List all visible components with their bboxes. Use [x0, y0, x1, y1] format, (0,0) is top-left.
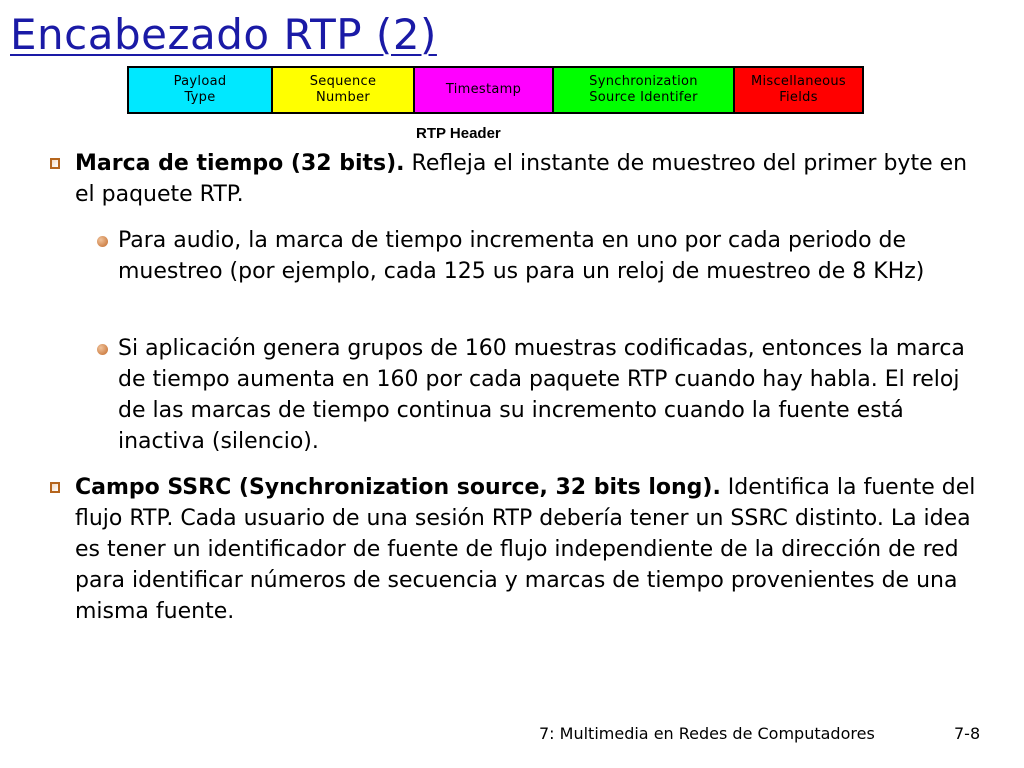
- sequence-number-field: Sequence Number: [273, 68, 413, 112]
- footer-text: 7: Multimedia en Redes de Computadores: [539, 724, 875, 743]
- round-bullet-icon: [97, 344, 108, 355]
- rtp-header-diagram: [127, 66, 864, 114]
- bullet-text: Identifica la fuente del flujo RTP. Cada usuario de una sesión RTP debería tener un SSRC distinto. La idea es tener un identificador de fuente de flujo independiente de la dirección de red para identificar números de secuencia y marcas de tiempo provenientes de una misma fuente.: [75, 475, 976, 624]
- bullet-bold-text: Marca de tiempo (32 bits).: [75, 151, 405, 176]
- bullet-ssrc: [75, 472, 985, 627]
- payload-type-field: Payload Type: [129, 68, 271, 112]
- ssrc-field: Synchronization Source Identifer: [554, 68, 733, 112]
- square-bullet-icon: [50, 158, 60, 169]
- page-number: 7-8: [954, 724, 981, 743]
- bullet-timestamp: [75, 148, 975, 210]
- round-bullet-icon: [97, 236, 108, 247]
- subbullet-audio: Para audio, la marca de tiempo incrementa en uno por cada periodo de muestreo (por ejemplo, cada 125 us para un reloj de muestreo de 8 KHz): [118, 228, 925, 284]
- slide-title: Encabezado RTP (2): [10, 10, 437, 59]
- misc-fields-field: Miscellaneous Fields: [735, 68, 862, 112]
- square-bullet-icon: [50, 482, 60, 493]
- subbullet-groups: Si aplicación genera grupos de 160 muestras codificadas, entonces la marca de tiempo aumenta en 160 por cada paquete RTP cuando hay habla. El reloj de las marcas de tiempo continua su incremento cuando la fuente está inactiva (silencio).: [118, 336, 965, 454]
- bullet-text: Refleja el instante de muestreo del primer byte en el paquete RTP.: [75, 151, 968, 207]
- bullet-bold-text: Campo SSRC (Synchronization source, 32 bits long).: [75, 475, 721, 500]
- diagram-caption: RTP Header: [416, 125, 501, 142]
- timestamp-field: Timestamp: [415, 68, 552, 112]
